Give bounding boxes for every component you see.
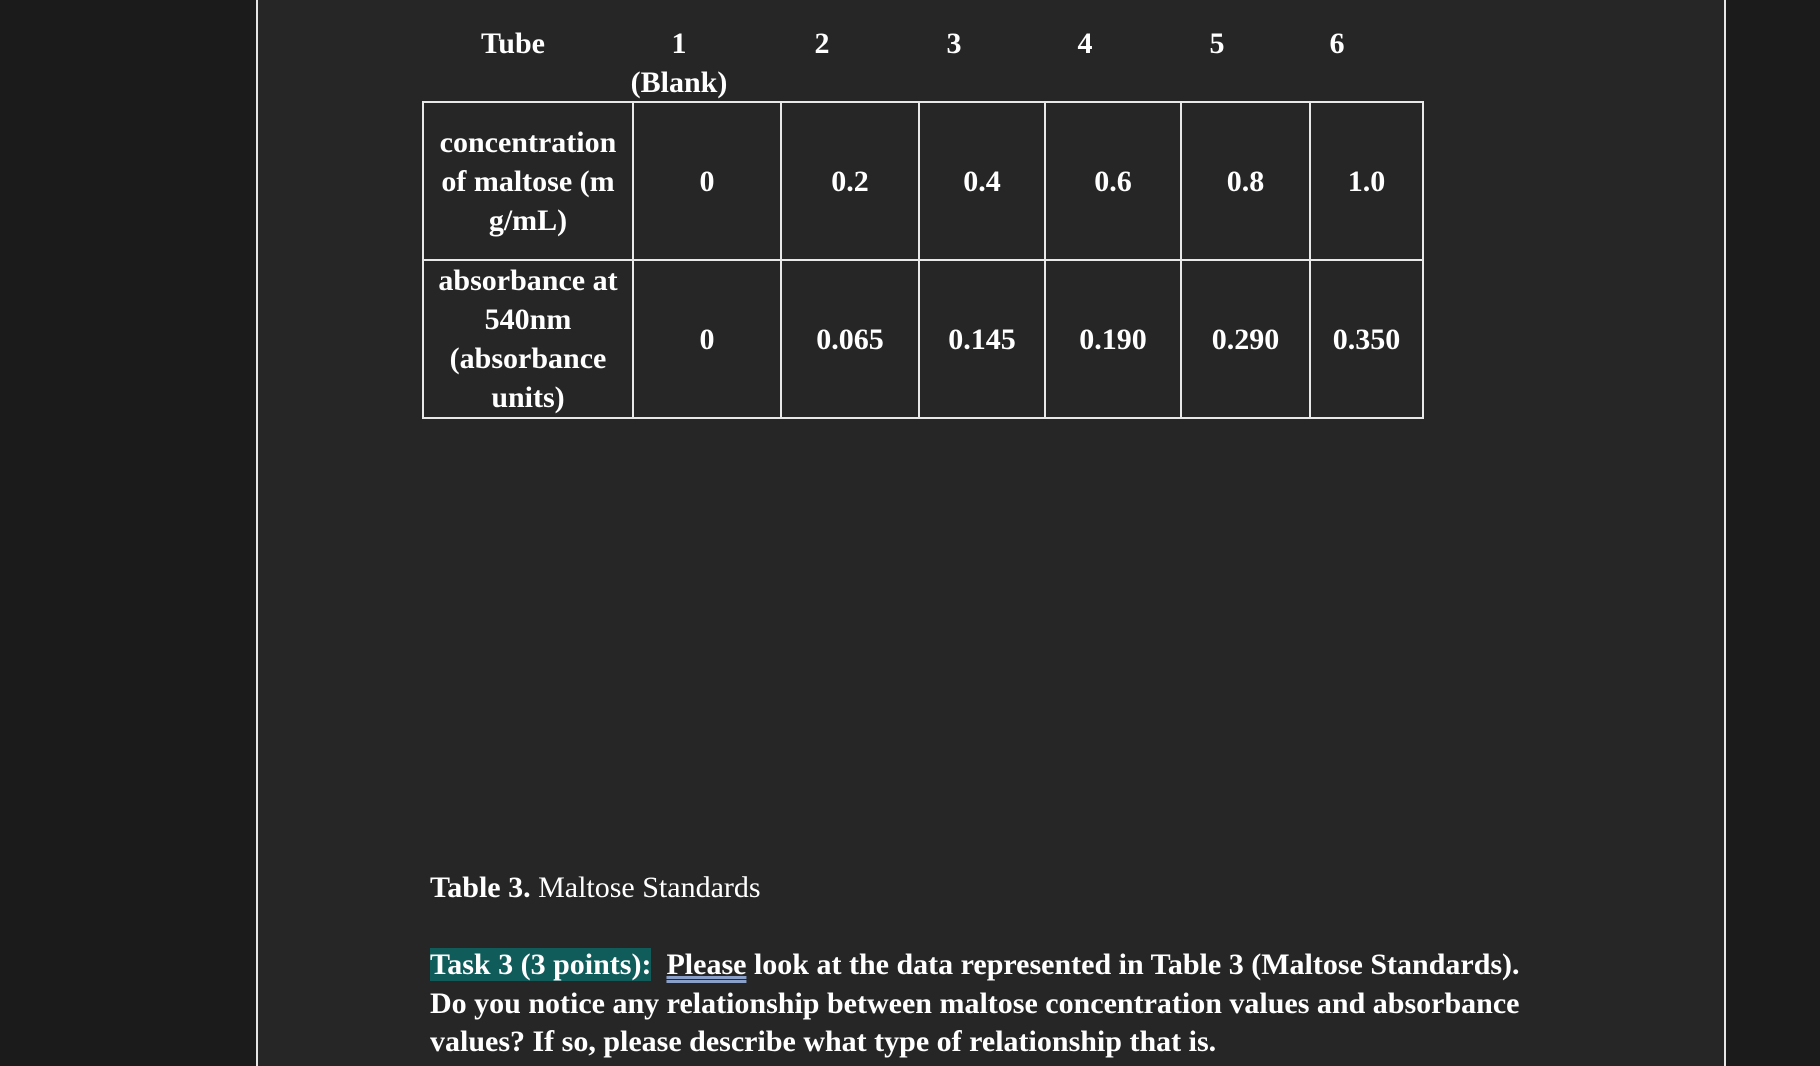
- table-cell: 0: [633, 260, 781, 418]
- table-cell: 0.8: [1181, 102, 1310, 260]
- table-cell: 0: [633, 102, 781, 260]
- tube-header-row: [258, 24, 1724, 104]
- tube-header-label: Tube: [481, 27, 545, 60]
- table-cell: 0.065: [781, 260, 919, 418]
- caption-text: Maltose Standards: [530, 871, 761, 904]
- row-label: concentration of maltose (mg/mL): [439, 125, 617, 237]
- tube-header-2: 2: [814, 27, 830, 60]
- caption-label: Table 3.: [430, 871, 531, 904]
- table-row: [423, 102, 1423, 260]
- please-word: Please: [666, 948, 747, 981]
- row-label-cell: [423, 260, 633, 418]
- tube-header-1: [604, 24, 754, 102]
- table-cell: 0.350: [1310, 260, 1423, 418]
- table-cell: 0.6: [1045, 102, 1181, 260]
- table-cell: 0.290: [1181, 260, 1310, 418]
- tube-number: 1: [671, 27, 687, 60]
- document-page: [256, 0, 1726, 1066]
- task-paragraph: [430, 946, 1560, 1062]
- tube-header-6: 6: [1329, 27, 1345, 60]
- row-label-cell: [423, 102, 633, 260]
- table-cell: 0.2: [781, 102, 919, 260]
- table-cell: 0.145: [919, 260, 1045, 418]
- tube-note: (Blank): [630, 66, 728, 99]
- tube-header-3: 3: [946, 27, 962, 60]
- table-cell: 0.4: [919, 102, 1045, 260]
- table-cell: 1.0: [1310, 102, 1423, 260]
- table-row: [423, 260, 1423, 418]
- row-label: absorbance at 540nm (absorbance units): [438, 264, 618, 414]
- table-caption: [430, 868, 761, 908]
- table-cell: 0.190: [1045, 260, 1181, 418]
- tube-header-4: 4: [1077, 27, 1093, 60]
- task-text: look at the data represented in Table 3 (Maltose Standards). Do you notice any relationship between maltose concentration values and absorbance values? If so, please describe what type of relationship that is.: [430, 948, 1520, 1058]
- task-tag-highlight: Task 3 (3 points):: [430, 948, 652, 981]
- tube-header-5: 5: [1209, 27, 1225, 60]
- maltose-standards-table: [422, 101, 1424, 419]
